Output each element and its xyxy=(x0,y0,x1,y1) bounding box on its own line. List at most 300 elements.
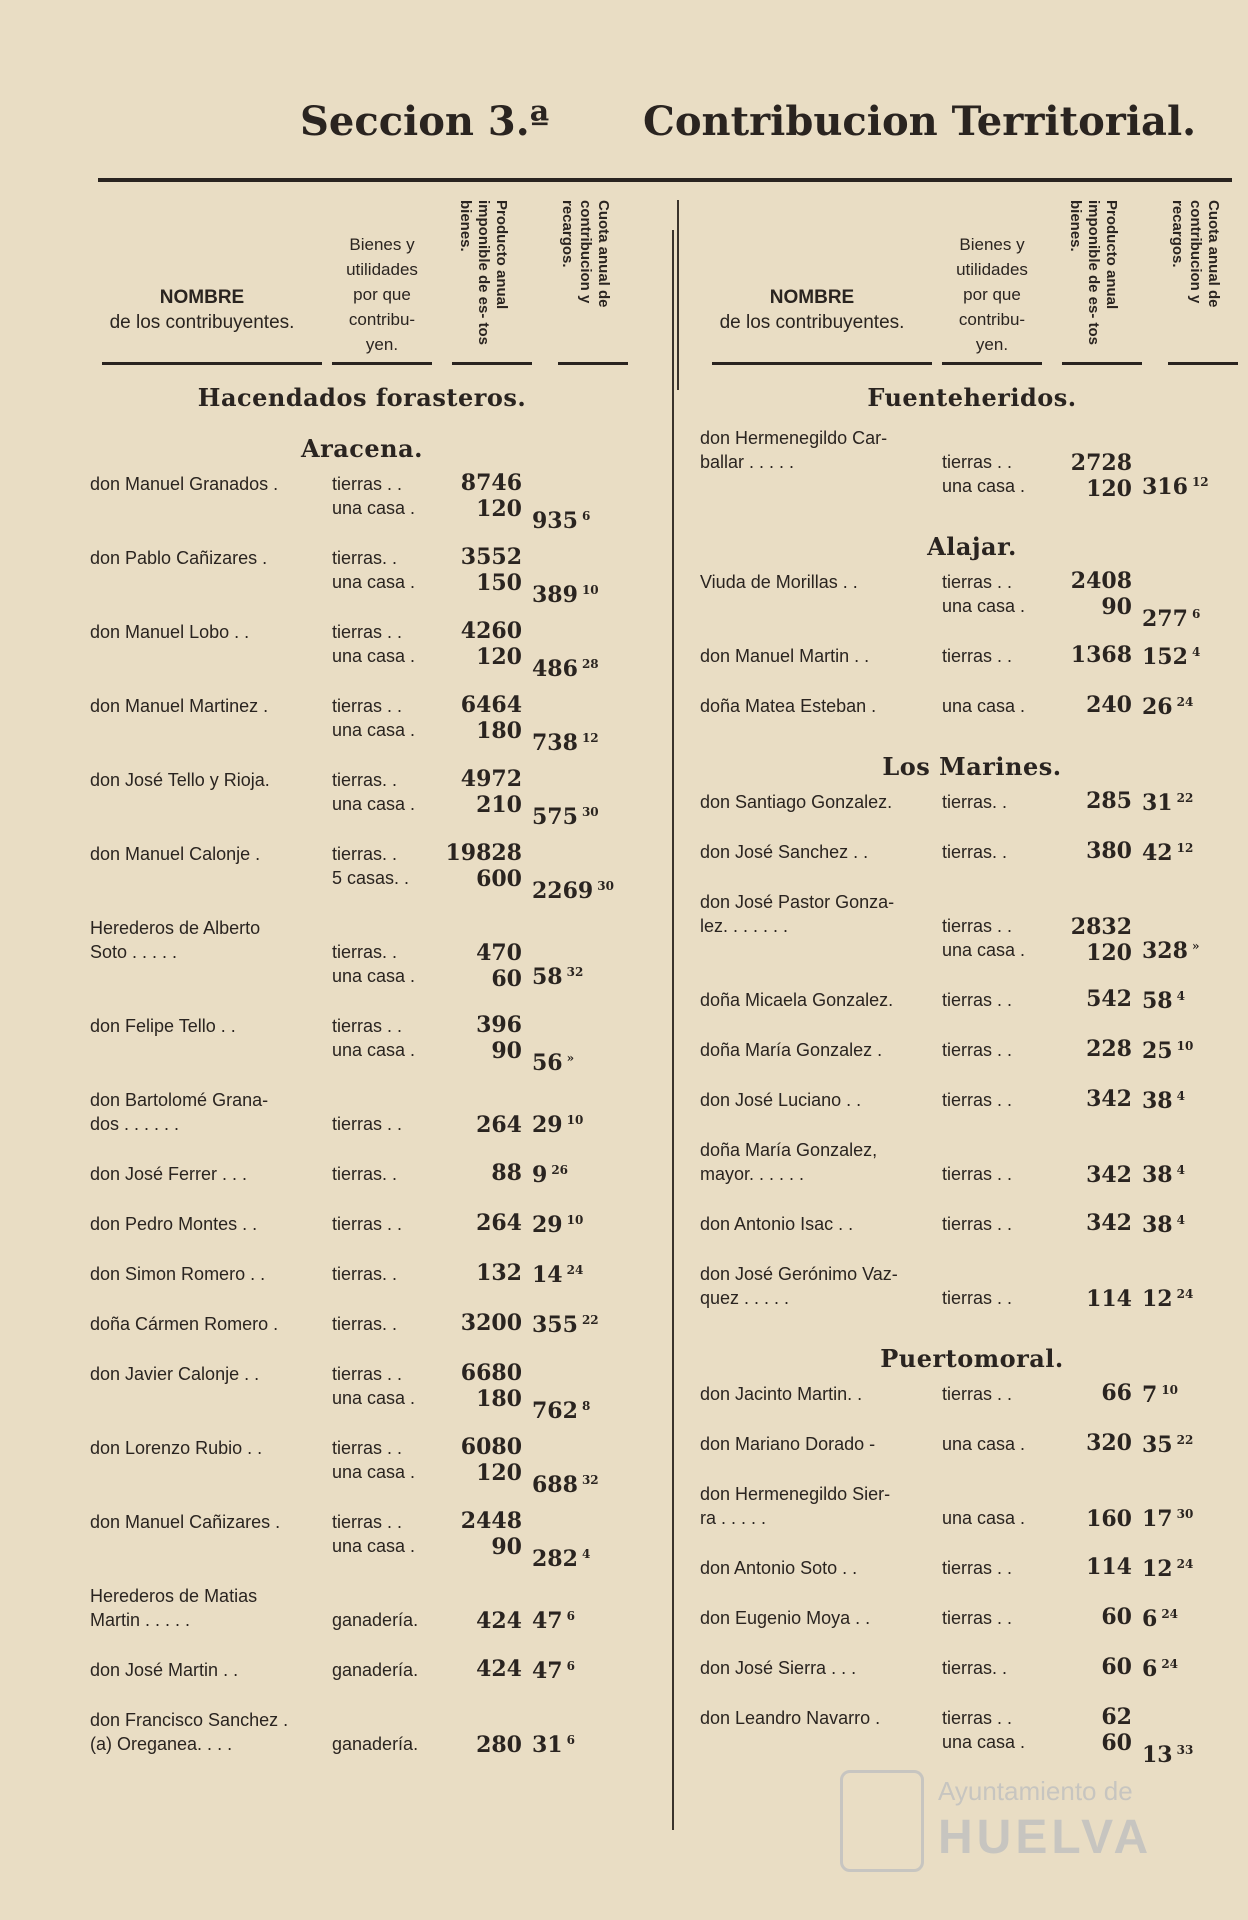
quota-cents: 24 xyxy=(1161,1656,1179,1671)
quota-cents: 33 xyxy=(1176,1742,1194,1757)
quota-value: 35 xyxy=(1142,1432,1173,1458)
table-row xyxy=(82,1262,642,1312)
table-row xyxy=(82,1312,642,1362)
quota-cents: 10 xyxy=(1161,1382,1179,1397)
quota-cents: 22 xyxy=(1176,1432,1194,1447)
property-type: tierras. . una casa . xyxy=(332,942,416,986)
quota-value: 25 xyxy=(1142,1038,1173,1064)
quota-value: 29 xyxy=(532,1112,563,1138)
annual-product: 66 xyxy=(1101,1380,1132,1406)
annual-product: 2448 90 xyxy=(460,1508,522,1560)
property-type: tierras . . una casa . xyxy=(942,916,1026,960)
table-row xyxy=(692,694,1248,744)
property-type: ganadería. xyxy=(332,1660,419,1680)
annual-product: 88 xyxy=(491,1160,522,1186)
table-row xyxy=(692,840,1248,890)
quota-value: 13 xyxy=(1142,1742,1173,1768)
quota-cents: 28 xyxy=(581,656,599,671)
table-row xyxy=(82,1510,642,1584)
quota-cents: 10 xyxy=(566,1112,584,1127)
quota-value: 328 xyxy=(1142,938,1188,964)
contributor-name: don Hermenegildo Sier- ra . . . . . xyxy=(700,1484,891,1528)
table-row xyxy=(82,768,642,842)
section-heading: Alajar. xyxy=(927,532,1017,561)
annual-product: 2408 90 xyxy=(1070,568,1132,620)
header-nombre-sub: de los contribuyentes. xyxy=(719,312,905,333)
annual-product: 470 60 xyxy=(476,940,522,992)
property-type: tierras. . 5 casas. . xyxy=(332,844,410,888)
quota-value: 38 xyxy=(1142,1162,1173,1188)
annual-product: 19828 600 xyxy=(445,840,522,892)
contributor-name: don José Gerónimo Vaz- quez . . . . . xyxy=(700,1264,898,1308)
header-bienes: Bienes y utilidades por que contribu- yen. xyxy=(346,235,418,354)
annual-product: 264 xyxy=(476,1112,522,1138)
property-type: tierras. . xyxy=(942,792,1008,812)
annual-quota xyxy=(532,1472,622,1498)
property-type: ganadería. xyxy=(332,1610,419,1630)
contributor-name: don Manuel Martinez . xyxy=(90,696,269,716)
property-type: tierras . . xyxy=(942,1164,1013,1184)
header-rule xyxy=(942,362,1042,365)
contributor-name: don Francisco Sanchez . (a) Oreganea. . . . xyxy=(90,1710,289,1754)
property-type: tierras. . una casa . xyxy=(332,770,416,814)
section-heading: Los Marines. xyxy=(882,752,1062,781)
property-type: tierras. . xyxy=(942,842,1008,862)
annual-product: 228 xyxy=(1086,1036,1132,1062)
contributor-name: doña Micaela Gonzalez. xyxy=(700,990,894,1010)
contributor-name: don Manuel Lobo . . xyxy=(90,622,250,642)
header-cuota: Cuota anual de contribucion y recargos. xyxy=(559,200,612,308)
quota-value: 56 xyxy=(532,1050,563,1076)
annual-product: 62 60 xyxy=(1101,1704,1132,1756)
annual-quota xyxy=(1142,1556,1232,1582)
contributor-name: don José Sanchez . . xyxy=(700,842,869,862)
table-row xyxy=(692,1138,1248,1212)
annual-product: 132 xyxy=(476,1260,522,1286)
quota-value: 58 xyxy=(532,964,563,990)
table-row xyxy=(692,426,1248,524)
quota-value: 738 xyxy=(532,730,578,756)
header-cuota: Cuota anual de contribucion y recargos. xyxy=(1169,200,1222,308)
right-column xyxy=(692,190,1248,1780)
annual-quota xyxy=(1142,1038,1232,1064)
annual-quota xyxy=(1142,938,1232,964)
table-row xyxy=(692,1088,1248,1138)
quota-cents: 26 xyxy=(551,1162,569,1177)
property-type: tierras . . xyxy=(942,1288,1013,1308)
header-nombre-sub: de los contribuyentes. xyxy=(109,312,295,333)
annual-product: 4972 210 xyxy=(460,766,522,818)
annual-quota xyxy=(532,1262,622,1288)
title-rule xyxy=(98,178,1232,182)
quota-cents: » xyxy=(1191,938,1200,953)
annual-quota xyxy=(532,730,622,756)
table-row xyxy=(692,1212,1248,1262)
annual-product: 380 xyxy=(1086,838,1132,864)
property-type: tierras . . una casa . xyxy=(332,1016,416,1060)
contributor-name: don Manuel Cañizares . xyxy=(90,1512,281,1532)
table-row xyxy=(692,1556,1248,1606)
quota-cents: 32 xyxy=(566,964,584,979)
header-nombre xyxy=(692,285,932,335)
table-row xyxy=(82,1658,642,1708)
annual-quota xyxy=(532,1212,622,1238)
quota-cents: 4 xyxy=(1176,988,1185,1003)
quota-cents: 6 xyxy=(566,1608,575,1623)
quota-value: 12 xyxy=(1142,1556,1173,1582)
stamp-text: HUELVA xyxy=(938,1811,1153,1864)
contributor-name: don José Pastor Gonza- lez. . . . . . . xyxy=(700,892,895,936)
header-nombre-title: NOMBRE xyxy=(159,287,245,308)
quota-cents: 24 xyxy=(1176,1286,1194,1301)
quota-cents: 10 xyxy=(581,582,599,597)
annual-quota xyxy=(1142,1506,1232,1532)
property-type: tierras . . una casa . xyxy=(332,622,416,666)
property-type: tierras . . una casa . xyxy=(942,1708,1026,1752)
header-rule xyxy=(1062,362,1142,365)
table-row xyxy=(82,1014,642,1088)
property-type: tierras . . una casa . xyxy=(942,452,1026,496)
archive-stamp xyxy=(840,1770,1170,1870)
header-producto: Producto anual imponible de es- tos bienes. xyxy=(457,200,510,346)
header-producto: Producto anual imponible de es- tos bienes. xyxy=(1067,200,1120,346)
annual-quota xyxy=(532,1162,622,1188)
table-row xyxy=(692,644,1248,694)
quota-value: 17 xyxy=(1142,1506,1173,1532)
annual-quota xyxy=(1142,1432,1232,1458)
contributor-name: don Simon Romero . . xyxy=(90,1264,266,1284)
contributor-name: doña María Gonzalez . xyxy=(700,1040,883,1060)
property-type: tierras . . xyxy=(942,1040,1013,1060)
annual-product: 542 xyxy=(1086,986,1132,1012)
property-type: una casa . xyxy=(942,1508,1026,1528)
contributor-name: doña María Gonzalez, mayor. . . . . . xyxy=(700,1140,878,1184)
table-row xyxy=(692,988,1248,1038)
quota-value: 688 xyxy=(532,1472,578,1498)
annual-product: 114 xyxy=(1086,1554,1132,1580)
quota-cents: 24 xyxy=(1176,694,1194,709)
annual-product: 2832 120 xyxy=(1070,914,1132,966)
header-bienes: Bienes y utilidades por que contribu- yen. xyxy=(956,235,1028,354)
quota-cents: 24 xyxy=(1161,1606,1179,1621)
annual-product: 1368 xyxy=(1070,642,1132,668)
table-row xyxy=(692,790,1248,840)
table-row xyxy=(692,1482,1248,1556)
quota-value: 389 xyxy=(532,582,578,608)
property-type: tierras . . una casa . xyxy=(942,572,1026,616)
table-row xyxy=(82,620,642,694)
page-title xyxy=(0,98,1248,158)
quota-cents: 22 xyxy=(1176,790,1194,805)
annual-quota xyxy=(532,1112,622,1138)
contributor-name: don José Luciano . . xyxy=(700,1090,862,1110)
annual-quota xyxy=(532,1658,622,1684)
annual-product: 264 xyxy=(476,1210,522,1236)
quota-cents: 10 xyxy=(566,1212,584,1227)
contributor-name: don Jacinto Martin. . xyxy=(700,1384,863,1404)
quota-cents: 8 xyxy=(581,1398,591,1413)
quota-value: 762 xyxy=(532,1398,578,1424)
property-type: tierras. . xyxy=(332,1314,398,1334)
quota-cents: 4 xyxy=(1191,644,1201,659)
quota-cents: 6 xyxy=(581,508,591,523)
annual-quota xyxy=(1142,1656,1232,1682)
quota-cents: 4 xyxy=(1176,1212,1185,1227)
annual-quota xyxy=(532,1546,622,1572)
quota-value: 7 xyxy=(1142,1382,1158,1408)
contributor-name: don Antonio Soto . . xyxy=(700,1558,858,1578)
annual-product: 320 xyxy=(1086,1430,1132,1456)
header-rule xyxy=(332,362,432,365)
property-type: tierras . . xyxy=(942,990,1013,1010)
property-type: tierras. . una casa . xyxy=(332,548,416,592)
table-row xyxy=(82,1362,642,1436)
tax-title: Contribucion Territorial. xyxy=(643,98,1197,145)
quota-cents: 4 xyxy=(1176,1162,1185,1177)
annual-product: 6680 180 xyxy=(460,1360,522,1412)
section-heading: Fuenteheridos. xyxy=(867,383,1077,412)
column-divider xyxy=(672,230,674,1830)
annual-product: 8746 120 xyxy=(460,470,522,522)
header-rule xyxy=(102,362,322,365)
property-type: tierras . . xyxy=(942,1608,1013,1628)
stamp-text: Ayuntamiento de xyxy=(938,1776,1133,1806)
quota-value: 6 xyxy=(1142,1606,1158,1632)
contributor-name: Herederos de Matias Martin . . . . . xyxy=(90,1586,258,1630)
header-rule xyxy=(1168,362,1238,365)
contributor-name: don Leandro Navarro . xyxy=(700,1708,881,1728)
annual-product: 342 xyxy=(1086,1086,1132,1112)
contributor-name: Herederos de Alberto Soto . . . . . xyxy=(90,918,261,962)
quota-cents: 24 xyxy=(1176,1556,1194,1571)
annual-product: 424 xyxy=(476,1608,522,1634)
property-type: tierras . . una casa . xyxy=(332,1512,416,1556)
contributor-name: don Manuel Martin . . xyxy=(700,646,870,666)
quota-value: 38 xyxy=(1142,1212,1173,1238)
quota-cents: 30 xyxy=(597,878,614,893)
annual-quota xyxy=(532,1398,622,1424)
table-row xyxy=(82,1212,642,1262)
annual-product: 396 90 xyxy=(476,1012,522,1064)
table-row xyxy=(82,694,642,768)
header-rule xyxy=(558,362,628,365)
header-nombre-title: NOMBRE xyxy=(769,287,855,308)
contributor-name: don Javier Calonje . . xyxy=(90,1364,260,1384)
quota-value: 12 xyxy=(1142,1286,1173,1312)
property-type: tierras . . xyxy=(332,1214,403,1234)
table-row xyxy=(692,1038,1248,1088)
table-row xyxy=(82,1088,642,1162)
contributor-name: don José Martin . . xyxy=(90,1660,239,1680)
contributor-name: don Pablo Cañizares . xyxy=(90,548,268,568)
annual-quota xyxy=(532,508,622,534)
contributor-name: doña Matea Esteban . xyxy=(700,696,877,716)
table-row xyxy=(692,1432,1248,1482)
property-type: tierras . . xyxy=(942,1558,1013,1578)
property-type: ganadería. xyxy=(332,1734,419,1754)
property-type: tierras . . una casa . xyxy=(332,474,416,518)
contributor-name: don José Tello y Rioja. xyxy=(90,770,270,790)
annual-product: 342 xyxy=(1086,1210,1132,1236)
annual-product: 6464 180 xyxy=(460,692,522,744)
quota-value: 935 xyxy=(532,508,578,534)
annual-quota xyxy=(1142,840,1232,866)
table-row xyxy=(82,1162,642,1212)
annual-quota xyxy=(1142,1286,1232,1312)
annual-product: 342 xyxy=(1086,1162,1132,1188)
left-column xyxy=(82,190,642,1782)
annual-product: 240 xyxy=(1086,692,1132,718)
annual-quota xyxy=(532,1312,622,1338)
right-rows xyxy=(692,370,1248,1780)
property-type: tierras. . xyxy=(332,1164,398,1184)
section-heading: Puertomoral. xyxy=(880,1344,1064,1373)
table-row xyxy=(82,1708,642,1782)
contributor-name: don Manuel Granados . xyxy=(90,474,279,494)
annual-quota xyxy=(532,804,622,830)
annual-product: 60 xyxy=(1101,1604,1132,1630)
quota-value: 9 xyxy=(532,1162,548,1188)
left-rows xyxy=(82,472,642,1782)
quota-cents: 30 xyxy=(1176,1506,1194,1521)
contributor-name: doña Cármen Romero . xyxy=(90,1314,279,1334)
quota-value: 14 xyxy=(532,1262,563,1288)
annual-quota xyxy=(1142,1212,1232,1238)
table-row xyxy=(82,1436,642,1510)
table-row xyxy=(82,916,642,1014)
property-type: tierras . . una casa . xyxy=(332,1364,416,1408)
quota-value: 31 xyxy=(532,1732,563,1758)
quota-cents: 10 xyxy=(1176,1038,1194,1053)
quota-value: 47 xyxy=(532,1658,563,1684)
header-divider xyxy=(677,200,679,390)
contributor-name: don Santiago Gonzalez. xyxy=(700,792,893,812)
annual-quota xyxy=(1142,1088,1232,1114)
property-type: tierras. . xyxy=(332,1264,398,1284)
annual-quota xyxy=(532,1608,622,1634)
annual-product: 2728 120 xyxy=(1070,450,1132,502)
quota-value: 152 xyxy=(1142,644,1188,670)
table-row xyxy=(692,1382,1248,1432)
annual-quota xyxy=(1142,1382,1232,1408)
quota-cents: 22 xyxy=(581,1312,599,1327)
annual-quota xyxy=(1142,1606,1232,1632)
property-type: tierras . . xyxy=(942,1384,1013,1404)
property-type: tierras . . xyxy=(942,1090,1013,1110)
annual-product: 160 xyxy=(1086,1506,1132,1532)
annual-quota xyxy=(1142,474,1232,500)
quota-value: 29 xyxy=(532,1212,563,1238)
quota-cents: » xyxy=(566,1050,575,1065)
quota-value: 282 xyxy=(532,1546,578,1572)
quota-cents: 6 xyxy=(566,1658,575,1673)
quota-value: 316 xyxy=(1142,474,1188,500)
annual-product: 280 xyxy=(476,1732,522,1758)
table-row xyxy=(82,472,642,546)
section-subheading: Aracena. xyxy=(300,434,424,463)
quota-cents: 12 xyxy=(1191,474,1209,489)
header-nombre xyxy=(82,285,322,335)
quota-value: 6 xyxy=(1142,1656,1158,1682)
header-rule xyxy=(452,362,532,365)
quota-cents: 6 xyxy=(566,1732,575,1747)
contributor-name: don Felipe Tello . . xyxy=(90,1016,236,1036)
annual-quota xyxy=(532,964,622,990)
contributor-name: don Antonio Isac . . xyxy=(700,1214,854,1234)
table-row xyxy=(82,842,642,916)
annual-quota xyxy=(532,1732,622,1758)
annual-quota xyxy=(532,582,622,608)
quota-cents: 32 xyxy=(581,1472,599,1487)
header-rule xyxy=(712,362,932,365)
annual-quota xyxy=(1142,1162,1232,1188)
shield-icon xyxy=(840,1770,924,1872)
quota-value: 355 xyxy=(532,1312,578,1338)
table-row xyxy=(692,1706,1248,1780)
annual-product: 60 xyxy=(1101,1654,1132,1680)
contributor-name: don Mariano Dorado - xyxy=(700,1434,876,1454)
table-header-left xyxy=(82,190,642,370)
property-type: tierras . . una casa . xyxy=(332,1438,416,1482)
quota-value: 26 xyxy=(1142,694,1173,720)
annual-quota xyxy=(532,878,622,904)
contributor-name: don Lorenzo Rubio . . xyxy=(90,1438,263,1458)
table-row xyxy=(82,1584,642,1658)
annual-quota xyxy=(532,656,622,682)
property-type: tierras . . xyxy=(942,1214,1013,1234)
property-type: tierras . . xyxy=(332,1114,403,1134)
quota-cents: 12 xyxy=(581,730,599,745)
table-row xyxy=(692,1606,1248,1656)
table-row xyxy=(692,570,1248,644)
contributor-name: don Hermenegildo Car- ballar . . . . . xyxy=(700,428,888,472)
annual-product: 424 xyxy=(476,1656,522,1682)
annual-quota xyxy=(1142,1742,1232,1768)
contributor-name: don Pedro Montes . . xyxy=(90,1214,258,1234)
annual-product: 114 xyxy=(1086,1286,1132,1312)
quota-cents: 24 xyxy=(566,1262,584,1277)
section-heading: Hacendados forasteros. xyxy=(197,383,527,412)
quota-value: 42 xyxy=(1142,840,1173,866)
property-type: tierras . . una casa . xyxy=(332,696,416,740)
table-header-right xyxy=(692,190,1248,370)
annual-product: 4260 120 xyxy=(460,618,522,670)
quota-cents: 12 xyxy=(1176,840,1194,855)
contributor-name: don Eugenio Moya . . xyxy=(700,1608,871,1628)
property-type: una casa . xyxy=(942,1434,1026,1454)
table-row xyxy=(692,1262,1248,1336)
contributor-name: don Manuel Calonje . xyxy=(90,844,261,864)
annual-quota xyxy=(532,1050,622,1076)
table-row xyxy=(692,890,1248,988)
quota-value: 277 xyxy=(1142,606,1188,632)
quota-value: 31 xyxy=(1142,790,1173,816)
table-row xyxy=(692,1656,1248,1706)
contributor-name: don José Sierra . . . xyxy=(700,1658,857,1678)
quota-value: 486 xyxy=(532,656,578,682)
annual-quota xyxy=(1142,644,1232,670)
quota-value: 2269 xyxy=(532,878,594,904)
quota-cents: 4 xyxy=(581,1546,591,1561)
annual-product: 3200 xyxy=(460,1310,522,1336)
quota-cents: 4 xyxy=(1176,1088,1185,1103)
annual-product: 285 xyxy=(1086,788,1132,814)
quota-value: 38 xyxy=(1142,1088,1173,1114)
annual-quota xyxy=(1142,790,1232,816)
contributor-name: Viuda de Morillas . . xyxy=(700,572,858,592)
annual-quota xyxy=(1142,988,1232,1014)
contributor-name: don José Ferrer . . . xyxy=(90,1164,248,1184)
